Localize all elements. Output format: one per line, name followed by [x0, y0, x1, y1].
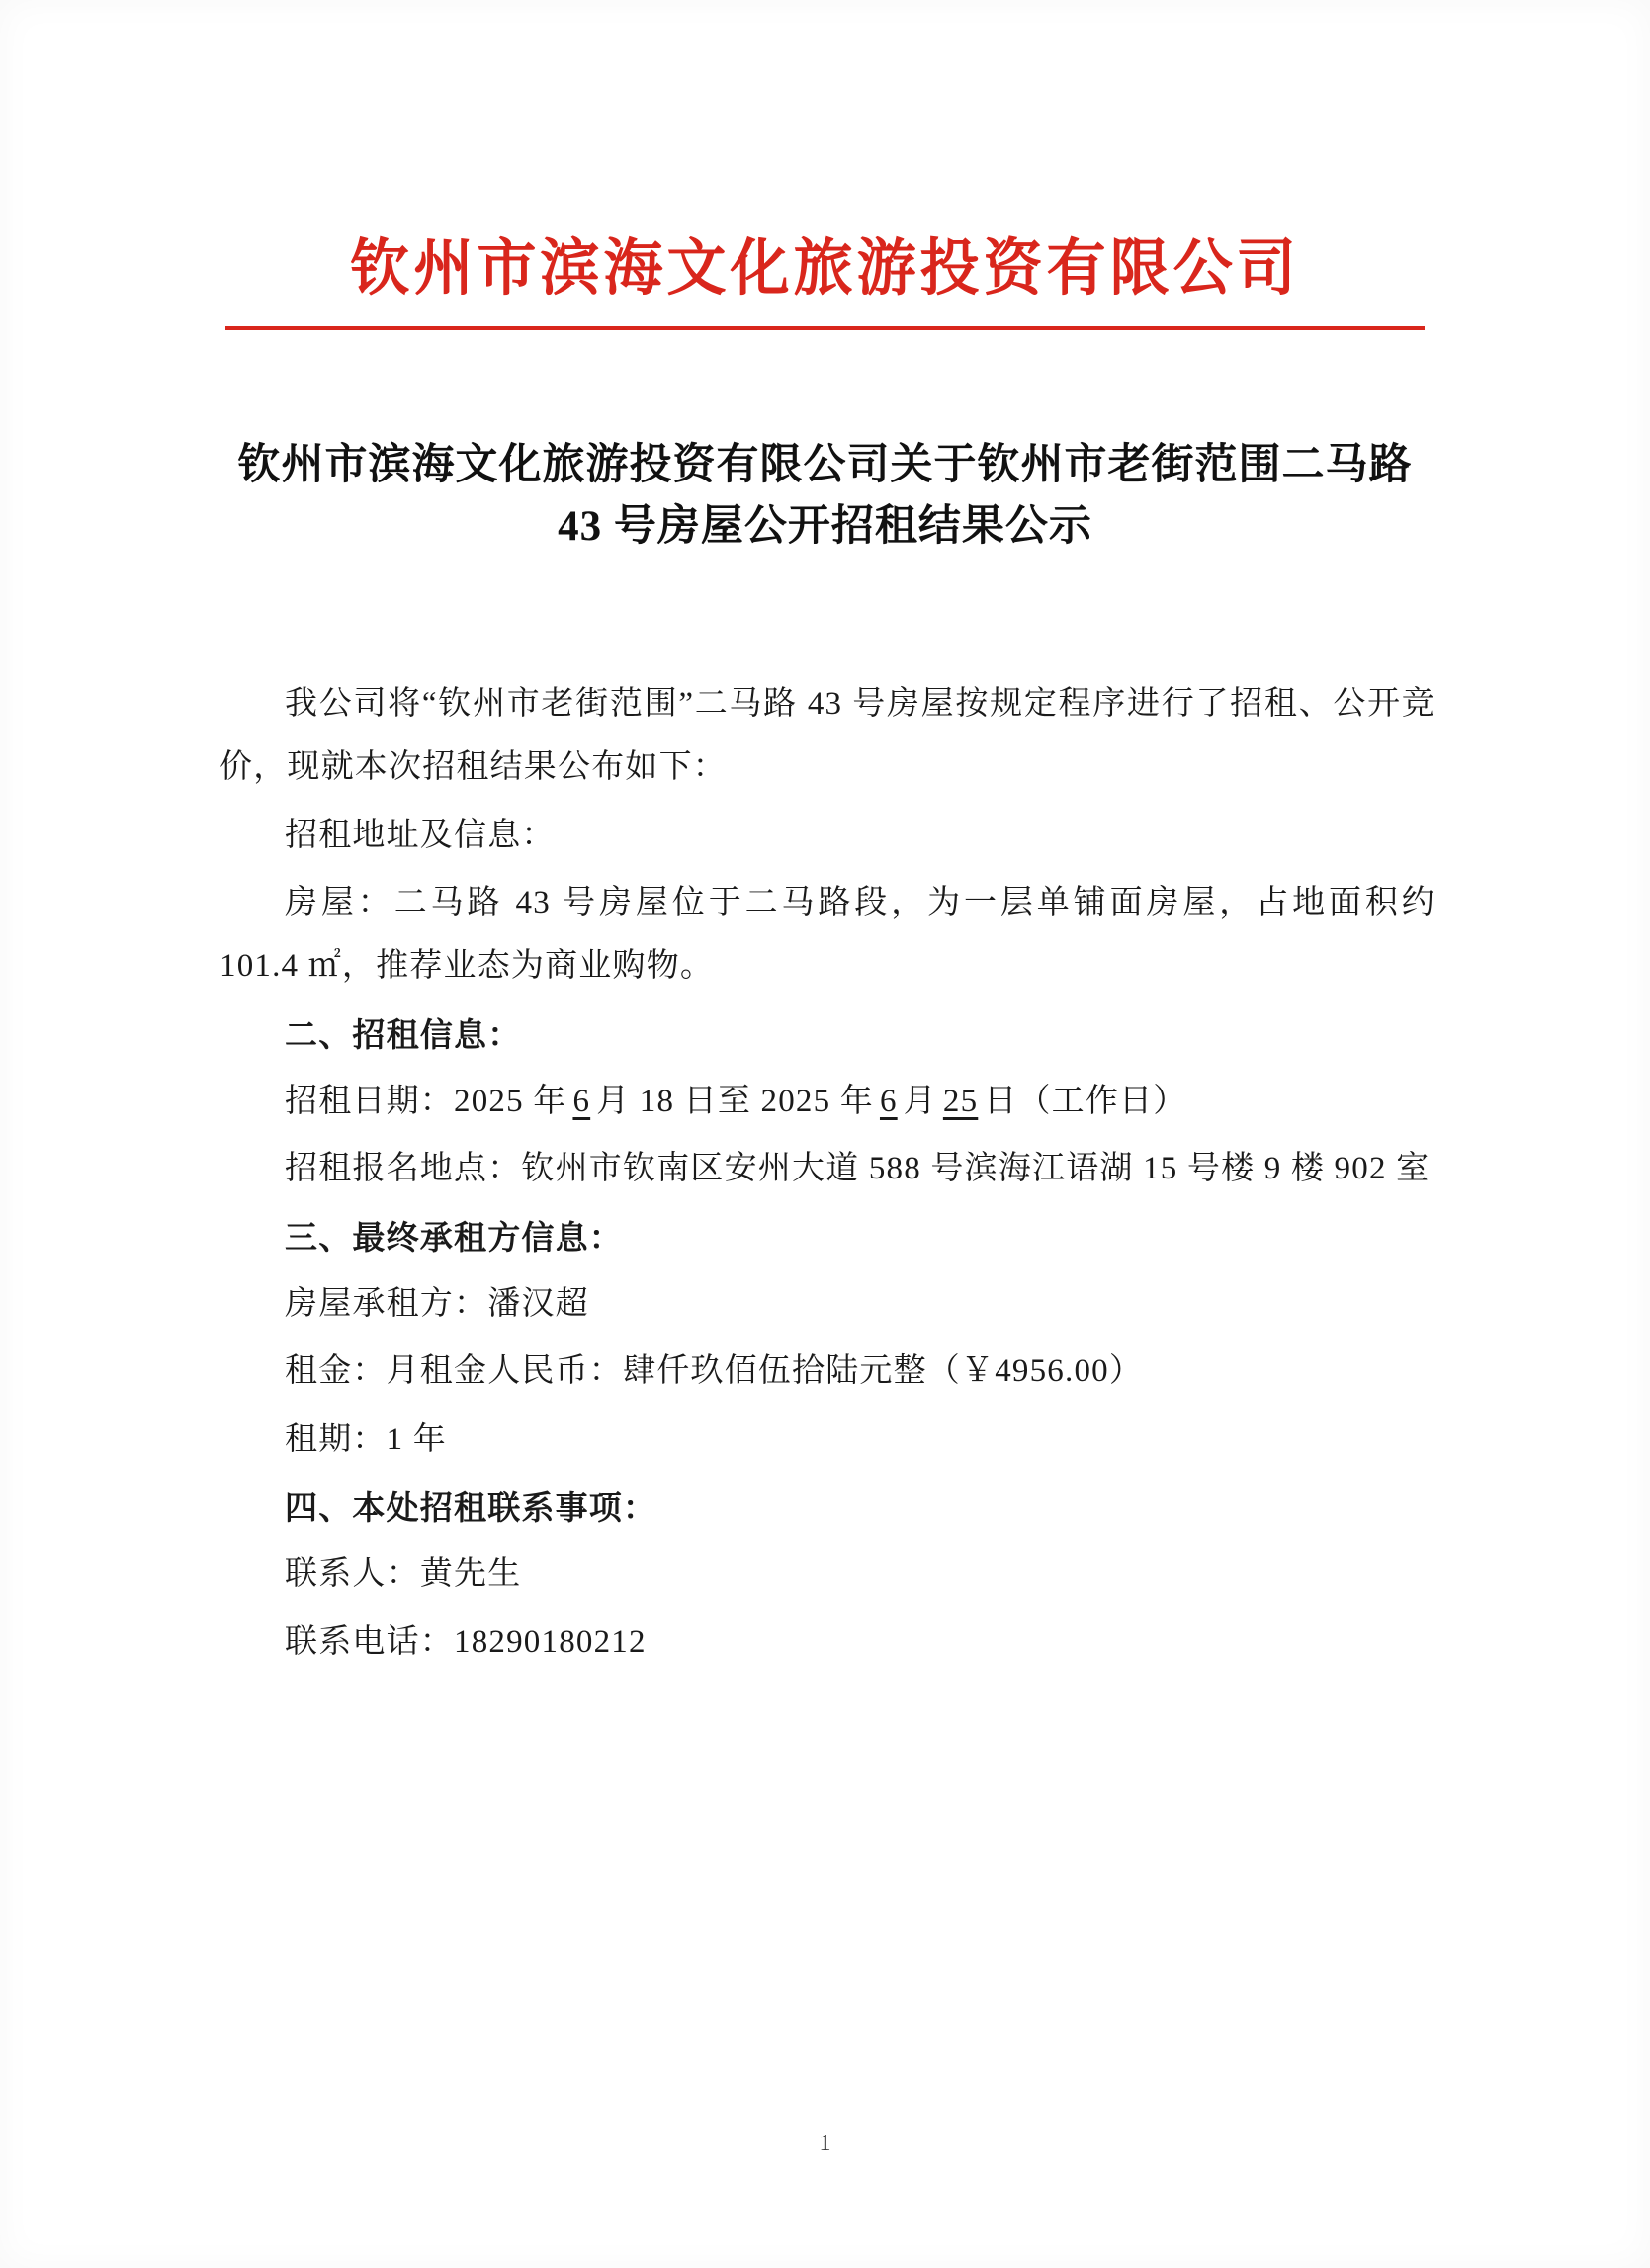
rental-day-end: 25 — [942, 1084, 979, 1120]
rental-month-end: 6 — [879, 1084, 898, 1120]
paragraph-registration-location: 招租报名地点：钦州市钦南区安州大道 588 号滨海江语湖 15 号楼 9 楼 902 室 — [285, 1151, 1431, 1187]
paragraph-rental-dates — [219, 1070, 1435, 1133]
page-number: 1 — [819, 2131, 831, 2156]
organization-name: 钦州市滨海文化旅游投资有限公司 — [350, 235, 1300, 303]
paragraph-contact-phone: 联系电话：18290180212 — [285, 1623, 647, 1660]
paragraph-property-info: 房屋：二马路 43 号房屋位于二马路段，为一层单铺面房屋，占地面积约 101.4 ㎡，推荐业态为商业购物。 — [219, 885, 1435, 985]
section-heading-tenant-info: 三、最终承租方信息： — [285, 1220, 623, 1257]
paragraph-contact-person: 联系人：黄先生 — [285, 1556, 522, 1593]
letterhead-divider — [225, 326, 1425, 330]
section-heading-rental-info: 二、招租信息： — [285, 1017, 522, 1054]
paragraph-address-heading: 招租地址及信息： — [285, 817, 556, 853]
rental-month-start: 6 — [572, 1084, 591, 1120]
letterhead — [0, 237, 1650, 302]
rental-date-mid2: 月 — [903, 1084, 937, 1120]
section-heading-contact: 四、本处招租联系事项： — [285, 1491, 657, 1527]
paragraph-tenant-name: 房屋承租方：潘汉超 — [285, 1286, 589, 1323]
paragraph-rent-amount: 租金：月租金人民币：肆仟玖佰伍拾陆元整（￥4956.00） — [285, 1353, 1144, 1390]
rental-date-suffix: 日（工作日） — [984, 1084, 1187, 1120]
paragraph-intro: 我公司将“钦州市老街范围”二马路 43 号房屋按规定程序进行了招租、公开竞价，现就本次招租结果公布如下： — [219, 686, 1435, 786]
page-title: 钦州市滨海文化旅游投资有限公司关于钦州市老街范围二马路 43 号房屋公开招租结果公示 — [237, 442, 1413, 551]
document-body — [219, 672, 1435, 1678]
rental-date-prefix: 招租日期：2025 年 — [285, 1084, 567, 1120]
rental-date-mid: 月 18 日至 2025 年 — [596, 1084, 874, 1120]
paragraph-lease-term: 租期：1 年 — [285, 1421, 447, 1457]
